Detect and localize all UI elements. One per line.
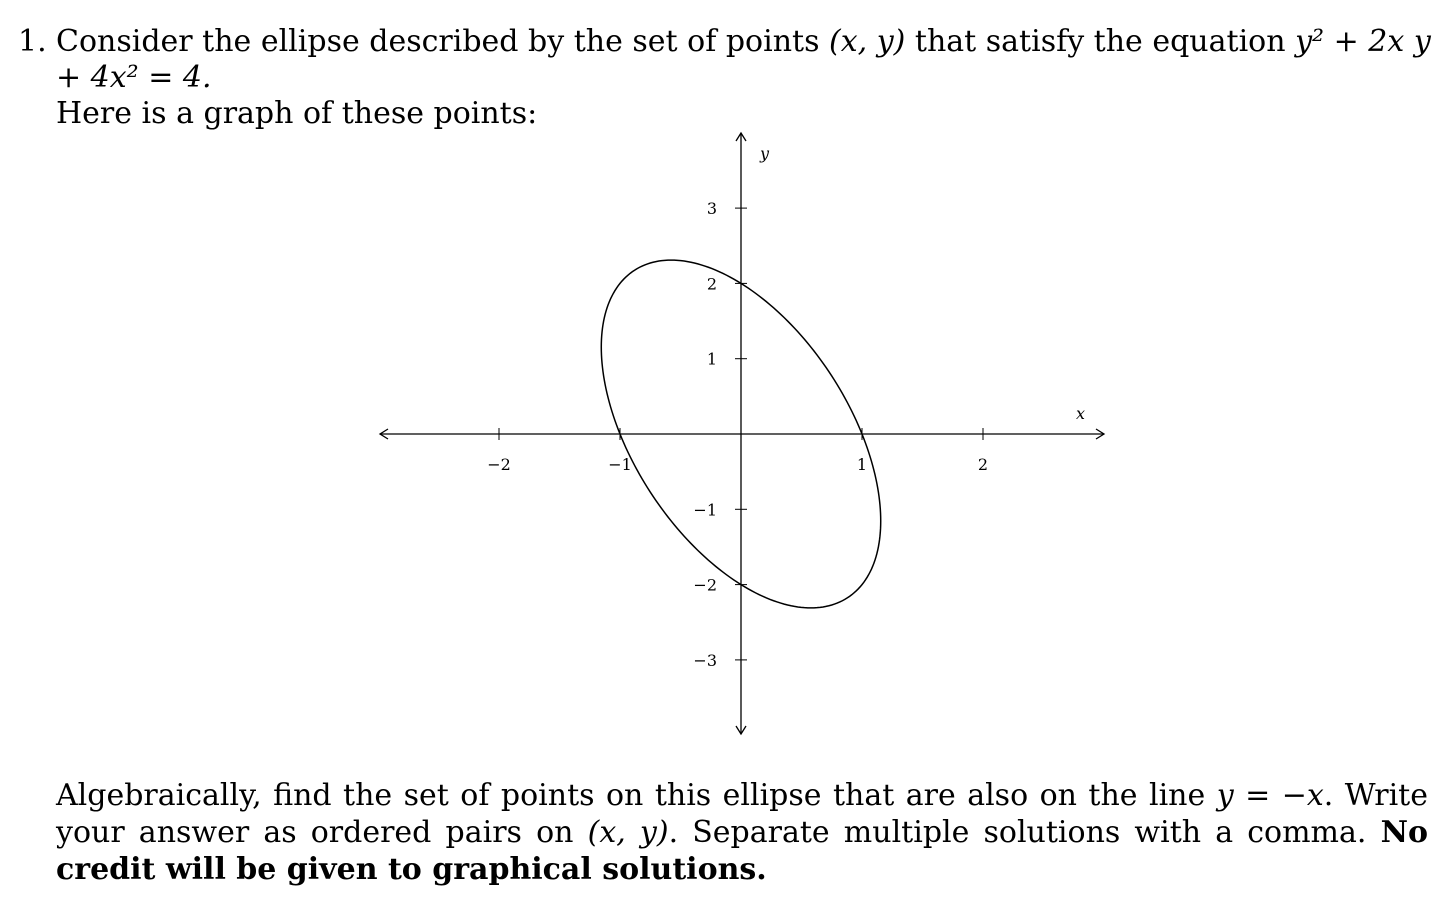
x-tick-label: 1 [856,455,868,474]
y-tick-label: −1 [693,500,717,520]
y-axis-label: y [760,144,770,163]
intro-line-2: Here is a graph of these points: [56,96,538,131]
y-tick-label: 1 [706,349,717,369]
x-tick-label: −1 [608,455,632,474]
y-tick-label: −3 [693,650,717,670]
intro-prefix: Consider the ellipse described by the set of points [56,24,830,59]
intro-mid: that satisfy the equation [905,24,1296,59]
y-tick-label: −2 [693,575,717,595]
x-tick-label: 2 [977,455,989,474]
instructions-text [56,777,1428,888]
x-tick-label: −2 [487,455,511,474]
instructions-suffix: . Separate multiple solutions with a comma. [668,815,1381,850]
axes [380,133,1104,734]
point-notation: (x, y) [829,24,906,59]
no-credit-warning: No credit will be given to graphical solutions. [56,815,1428,887]
pair-notation: (x, y) [587,815,669,850]
line-equation: y = −x [1216,778,1324,813]
instructions-prefix: Algebraically, find the set of points on this ellipse that are also on the line [56,778,1217,813]
ellipse-equation: y² + 2x y + 4x² = 4. [56,24,1431,95]
y-tick-label: 2 [706,274,717,294]
y-tick-label: 3 [706,199,717,219]
question-number: 1. [18,24,47,59]
instructions-mid: . Write your answer as ordered pairs on [56,778,1428,850]
x-axis-label: x [1076,404,1086,423]
